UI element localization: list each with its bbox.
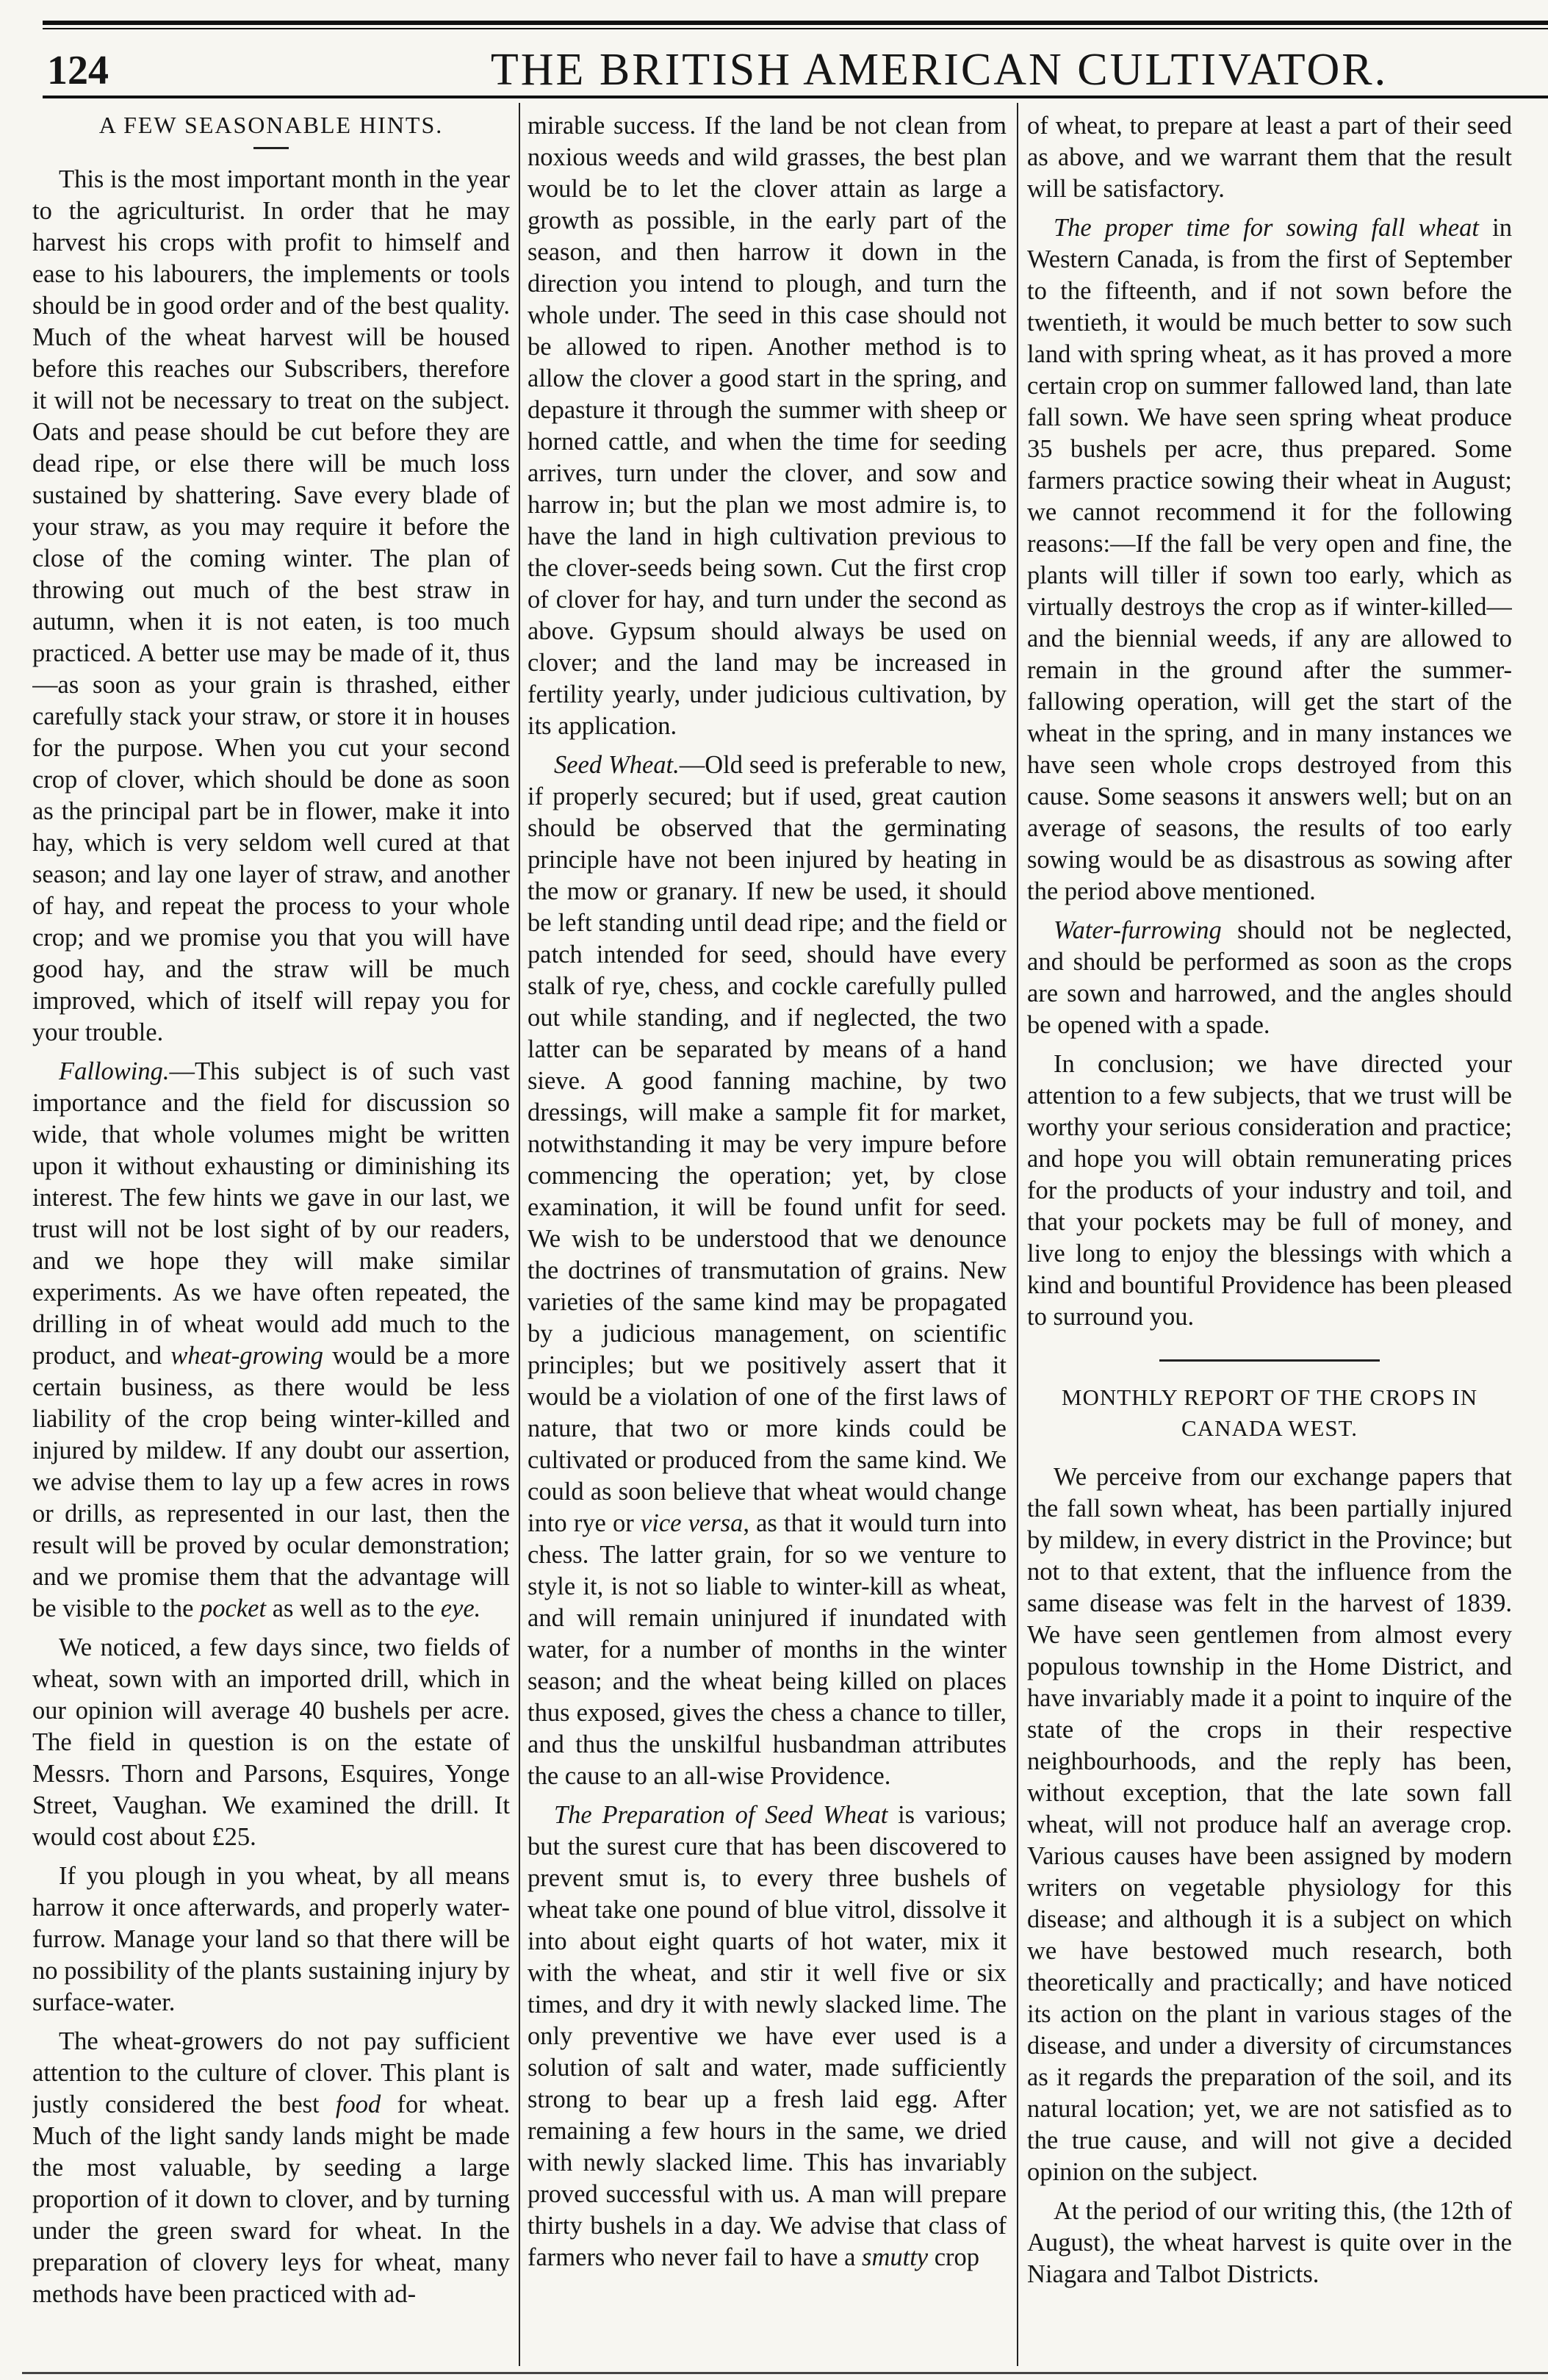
paragraph-text: crop <box>928 2243 980 2271</box>
emphasis: eye. <box>440 1595 481 1622</box>
emphasis: vice versa <box>640 1509 744 1537</box>
section-separator <box>1159 1359 1380 1362</box>
header-rule <box>43 96 1548 98</box>
paragraph: We perceive from our exchange papers that the fall sown wheat, has been partially injured by mildew, in every district in the Province; but not to that extent, that the influence from the same disease was felt in the harvest of 1839. We have seen gentlemen from almost every populous township in the Home District, and have invariably made it a point to inquire of the state of the crops in their respective neighbourhoods, and the reply has been, without exception, that the late sown fall wheat, will not produce half an average crop. Various causes have been assigned by modern writers on vegetable physiology for this disease; and although it is a subject on which we have bestowed much research, both theoretically and practically; and have noticed its action on the plant in various stages of the disease, and under a diversity of circumstances as it regards the preparation of the soil, and its natural location; yet, we are not satisfied as to the true cause, and will not give a decided opinion on the subject. <box>1027 1463 1512 2186</box>
bottom-rule <box>22 2372 1548 2374</box>
paragraph-lead: Fallowing. <box>59 1057 170 1085</box>
column-divider <box>1017 103 1018 2366</box>
paragraph: This is the most important month in the year to the agriculturist. In order that he may harvest his crops with profit to himself and ease to his labourers, the implements or tools should be in good order and of the best quality. Much of the wheat harvest will be housed before this reaches our Subscribers, therefore it will not be necessary to treat on the subject. Oats and pease should be cut before they are dead ripe, or else there will be much loss sustained by shattering. Save every blade of your straw, as you may require it before the close of the coming winter. The plan of throwing out much of the best straw in autumn, when it is not eaten, is too much practiced. A better use may be made of it, thus—as soon as your grain is thrashed, either carefully stack your straw, or store it in houses for the purpose. When you cut your second crop of clover, which should be done as soon as the principal part be in flower, make it into hay, which is very seldom well cured at that season; and lay one layer of straw, and another of hay, and repeat the process to your whole crop; and we promise you that you will have good hay, and the straw will be much improved, which of itself will repay you for your trouble. <box>32 165 510 1046</box>
paragraph <box>32 1056 510 1625</box>
paragraph: If you plough in you wheat, by all means harrow it once afterwards, and properly water-furrow. Manage your land so that there will be no possibility of the plants sustaining injury by surface-water. <box>32 1862 510 2016</box>
paragraph <box>1027 212 1512 907</box>
column-1 <box>32 110 510 2362</box>
paragraph-text: in Western Canada, is from the first of September to the fifteenth, and if not sown before the twentieth, it would be much better to sow such land with spring wheat, as it has proved a more certain crop on summer fallowed land, than late fall sown. We have seen spring wheat produce 35 bushels per acre, thus prepared. Some farmers practice sowing their wheat in August; we cannot recommend it for the following reasons:—If the fall be very open and fine, the plants will tiller if sown too early, which as virtually destroys the crop as if winter-killed—and the biennial weeds, if any are allowed to remain in the ground after the summer-fallowing operation, will get the start of the wheat in the spring, and in many instances we have seen whole crops destroyed from this cause. Some seasons it answers well; but on an average of seasons, the results of too early sowing would be as disastrous as sowing after the period above mentioned. <box>1027 214 1512 905</box>
title-dash <box>253 147 289 149</box>
paragraph-lead: Water-furrowing <box>1054 916 1222 944</box>
paragraph-text: should not be neglected, and should be performed as soon as the crops are sown and harrowed, and the angles should be opened with a spade. <box>1027 916 1512 1039</box>
paragraph-text: is various; but the surest cure that has been discovered to prevent smut is, to every three bushels of wheat take one pound of blue vitrol, dissolve it into about eight quarts of hot water, mix it with the wheat, and stir it well five or six times, and dry it with newly slacked lime. The only preventive we have ever used is a solution of salt and water, made sufficiently strong to bear up a fresh laid egg. After remaining a few hours in the same, we dried with newly slacked lime. This has invariably proved successful with us. A man will prepare thirty bushels in a day. We advise that class of farmers who never fail to have a <box>528 1801 1007 2271</box>
masthead-title: THE BRITISH AMERICAN CULTIVATOR. <box>490 45 1389 95</box>
paragraph-lead: The Preparation of Seed Wheat <box>554 1801 888 1829</box>
column-2 <box>528 110 1007 2362</box>
paragraph-text: —Old seed is preferable to new, if properly secured; but if used, great caution should be observed that the germinating principle have not been injured by heating in the mow or granary. If new be used, it should be left standing until dead ripe; and the field or patch intended for seed, should have every stalk of rye, chess, and cockle carefully pulled out while standing, and if neglected, the two latter can be separated by means of a hand sieve. A good fanning machine, by two dressings, will make a sample fit for market, notwithstanding it may be very impure before commencing the operation; yet, by close examination, it will be found unfit for seed. We wish to be understood that we denounce the doctrines of transmutation of grains. New varieties of the same kind may be propagated by a judicious management, on scientific principles; but we positively assert that it would be a violation of one of the first laws of nature, that two or more kinds could be cultivated or produced from the same kind. We could as soon believe that wheat would change into rye or <box>528 751 1007 1537</box>
article-title: A FEW SEASONABLE HINTS. <box>98 112 444 138</box>
emphasis: smutty <box>862 2243 929 2271</box>
emphasis: wheat-growing <box>170 1342 323 1370</box>
paragraph-text: as well as to the <box>266 1595 441 1622</box>
emphasis: food <box>335 2090 381 2118</box>
article-title: MONTHLY REPORT OF THE CROPS IN CANADA WEST. <box>1061 1384 1478 1441</box>
paragraph-text: The wheat-growers do not pay sufficient attention to the culture of clover. This plant is justly considered the best <box>32 2027 510 2118</box>
paragraph: mirable success. If the land be not clean from noxious weeds and wild grasses, the best plan would be to let the clover attain as large a growth as possible, in the early part of the season, and then harrow it down in the direction you intend to plough, and turn the whole under. The seed in this case should not be allowed to ripen. Another method is to allow the clover a good start in the spring, and depasture it through the summer with sheep or horned cattle, and when the time for seeding arrives, turn under the clover, and sow and harrow in; but the plan we most admire is, to have the land in high cultivation previous to the clover-seeds being sown. Cut the first crop of clover for hay, and turn under the second as above. Gypsum should always be used on clover; and the land may be increased in fertility yearly, under judicious cultivation, by its application. <box>528 112 1007 740</box>
paragraph-lead: The proper time for sowing fall wheat <box>1054 214 1480 242</box>
paragraph: We noticed, a few days since, two fields of wheat, sown with an imported drill, which in our opinion will average 40 bushels per acre. The field in question is on the estate of Messrs. Thorn and Parsons, Esquires, Yonge Street, Vaughan. We examined the drill. It would cost about £25. <box>32 1633 510 1851</box>
page-number: 124 <box>47 48 109 93</box>
paragraph-text: for wheat. Much of the light sandy lands might be made the most valuable, by seeding a large proportion of it down to clover, and by turning under the green sward for wheat. In the preparation of clovery leys for wheat, many methods have been practiced with ad- <box>32 2090 510 2308</box>
emphasis: pocket <box>200 1595 267 1622</box>
column-divider <box>519 103 520 2366</box>
paragraph <box>1027 915 1512 1041</box>
paragraph <box>528 749 1007 1792</box>
paragraph-text: —This subject is of such vast importance and the field for discussion so wide, that whole volumes might be written upon it without exhausting or diminishing its interest. The few hints we gave in our last, we trust will not be lost sight of by our readers, and we hope they will make similar experiments. As we have often repeated, the drilling in of wheat would add much to the product, and <box>32 1057 510 1370</box>
paragraph: At the period of our writing this, (the 12th of August), the wheat harvest is quite over in the Niagara and Talbot Districts. <box>1027 2197 1512 2288</box>
top-rule <box>43 21 1548 25</box>
paragraph-text: would be a more certain business, as there would be less liability of the crop being winter-killed and injured by mildew. If any doubt our assertion, we advise them to lay up a few acres in rows or drills, as represented in our last, then the result will be proved by ocular demonstration; and we promise them that the advantage will be visible to the <box>32 1342 510 1622</box>
paragraph-lead: Seed Wheat. <box>554 751 680 779</box>
paragraph: In conclusion; we have directed your attention to a few subjects, that we trust will be worthy your serious consideration and practice; and hope you will obtain remunerating prices for the products of your industry and toil, and that your pockets may be full of money, and live long to enjoy the blessings with which a kind and bountiful Providence has been pleased to surround you. <box>1027 1050 1512 1331</box>
column-3 <box>1027 110 1512 2362</box>
paragraph <box>528 1800 1007 2273</box>
top-rule-thin <box>43 28 1548 29</box>
paragraph-text: , as that it would turn into chess. The latter grain, for so we venture to style it, is not so liable to winter-kill as wheat, and will remain uninjured if inundated with water, for a number of months in the winter season; and the wheat being killed on places thus exposed, gives the chess a chance to tiller, and thus the unskilful husbandman attributes the cause to an all-wise Providence. <box>528 1509 1007 1790</box>
paragraph <box>32 2026 510 2310</box>
paragraph: of wheat, to prepare at least a part of their seed as above, and we warrant them that the result will be satisfactory. <box>1027 112 1512 203</box>
